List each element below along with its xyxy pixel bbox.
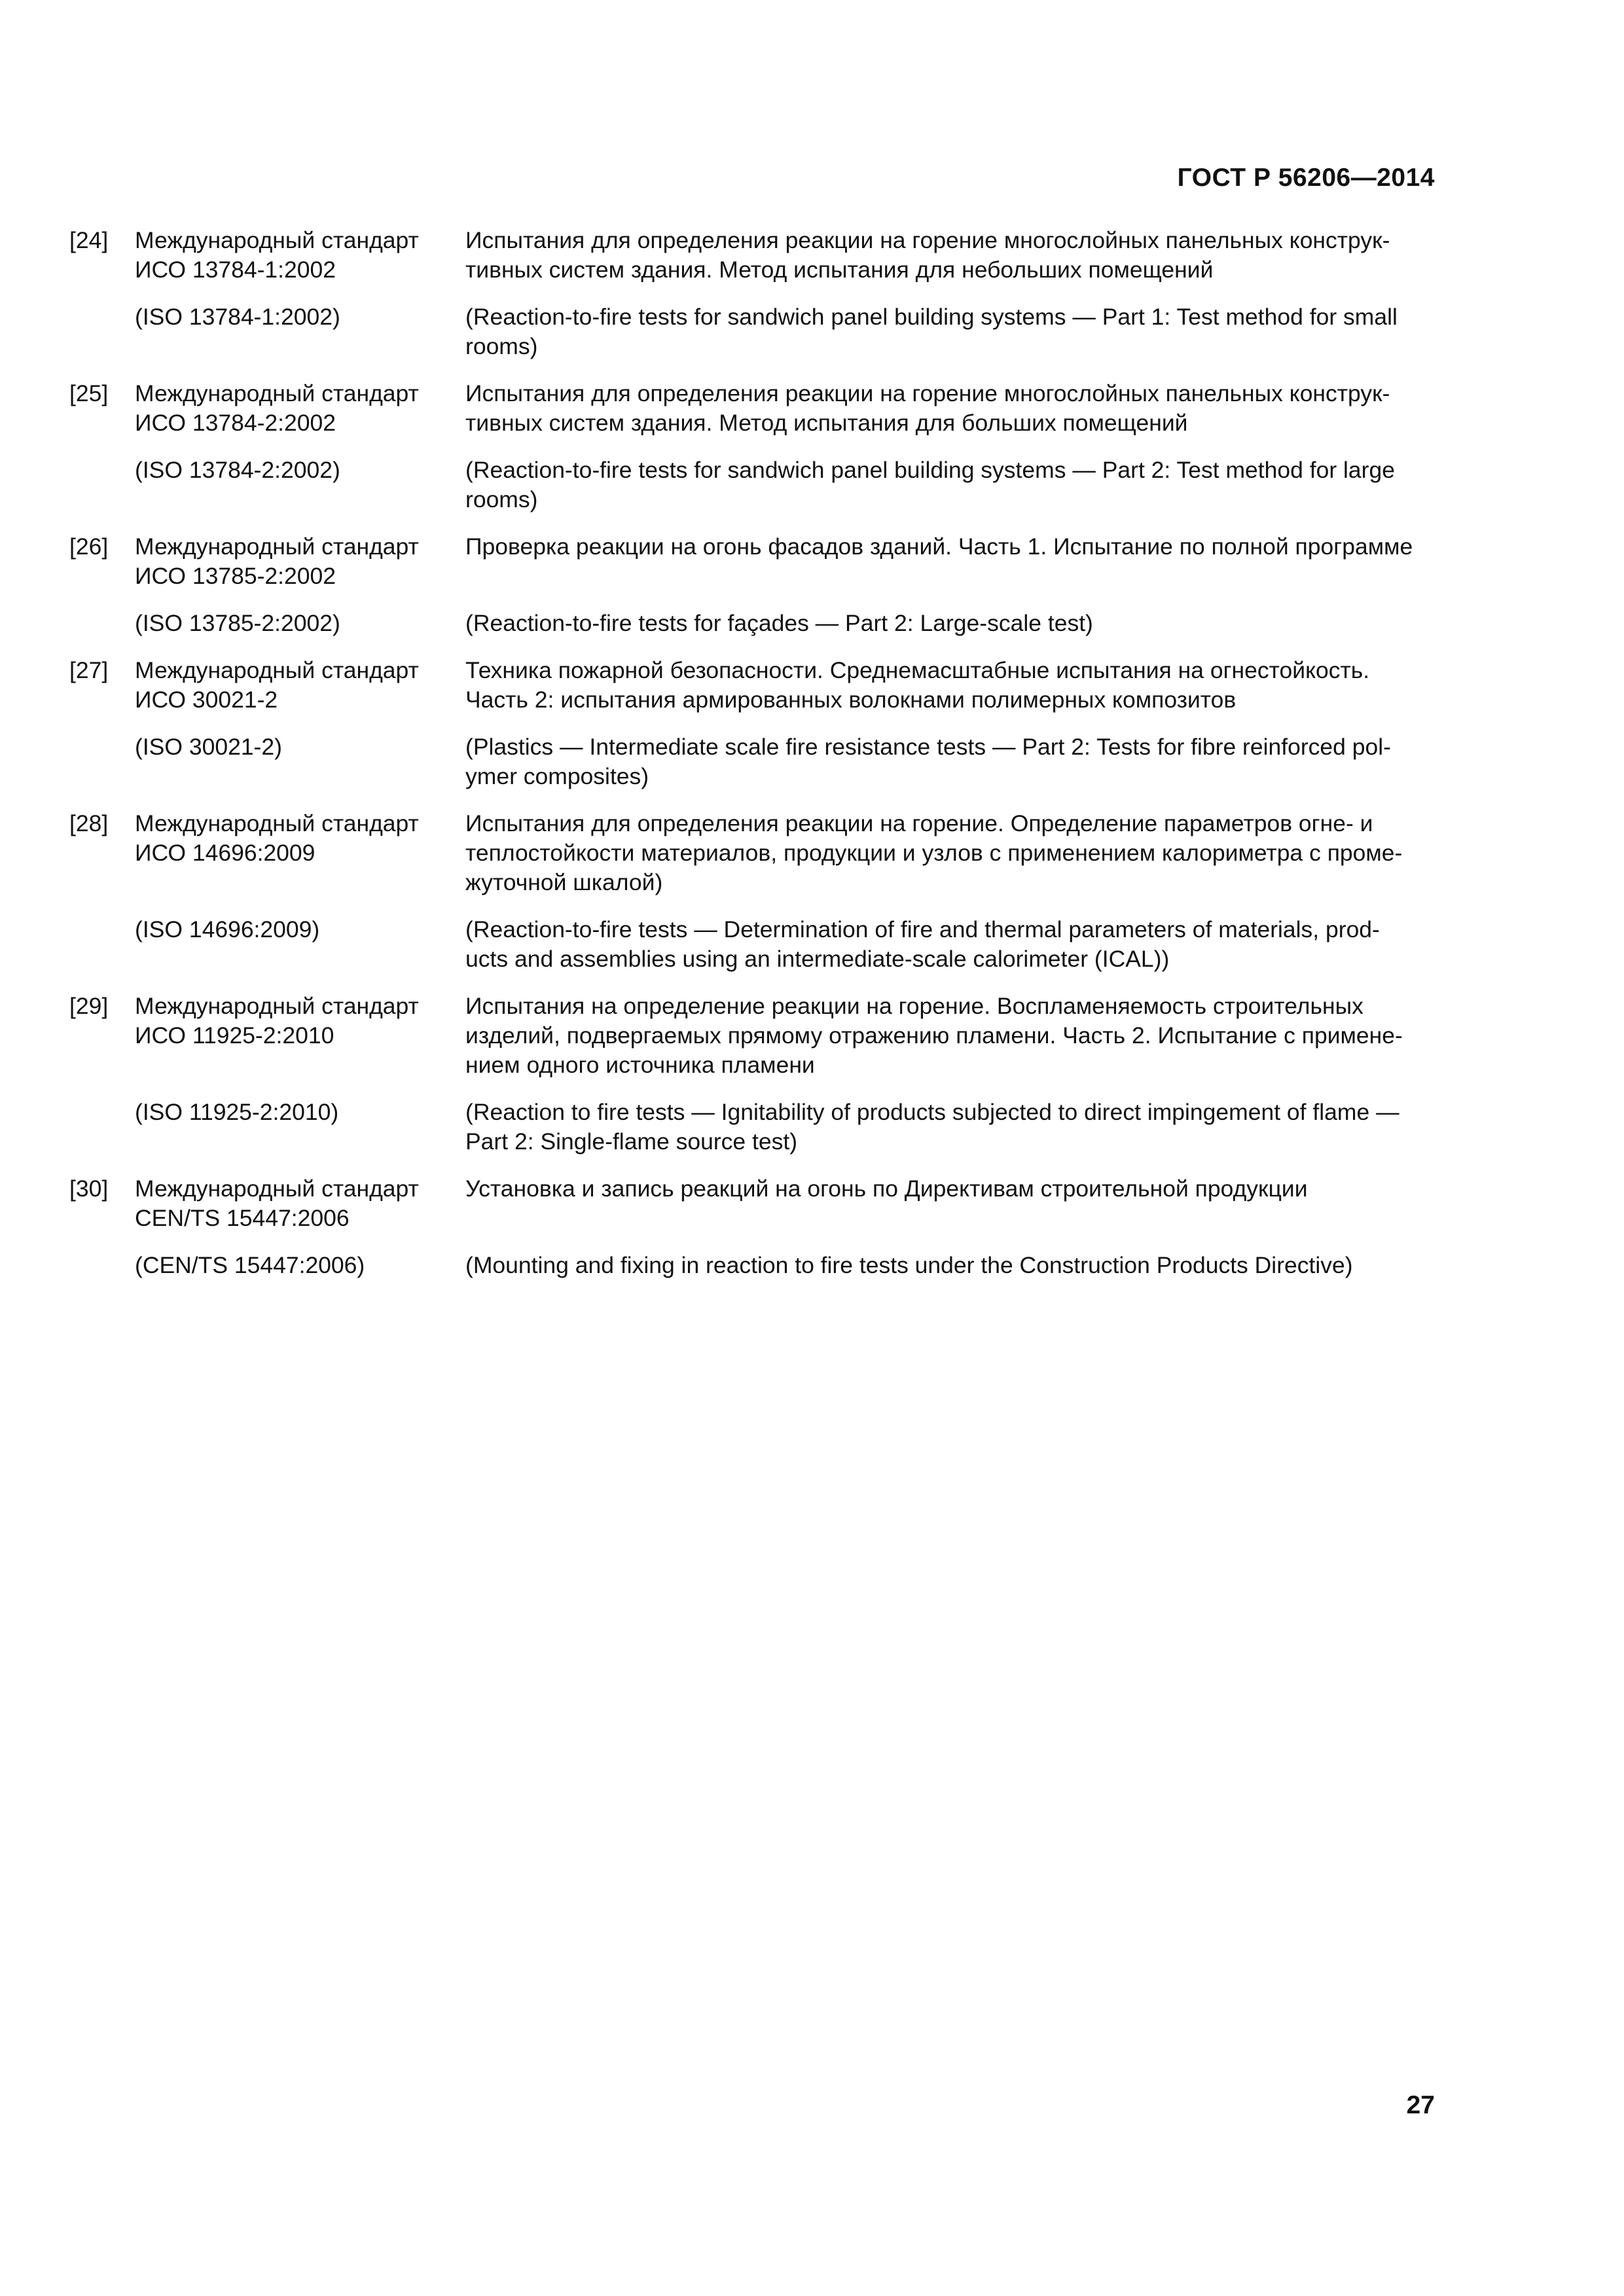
entry-row-en bbox=[69, 732, 1473, 791]
entry-number: [29] bbox=[69, 993, 109, 1019]
entry-row-ru bbox=[69, 1174, 1473, 1233]
standard-code: ИСО 30021-2 bbox=[135, 687, 278, 713]
standard-title-ru bbox=[465, 992, 1473, 1080]
standard-title-en bbox=[465, 915, 1473, 974]
entry-row-en bbox=[69, 1251, 1473, 1280]
standard-code: ИСО 11925-2:2010 bbox=[135, 1022, 334, 1049]
title-line: жуточной шкалой) bbox=[465, 869, 663, 895]
title-line: (Plastics — Intermediate scale fire resistance tests — Part 2: Tests for fibre reinforced pol- bbox=[465, 734, 1391, 760]
entry-row-en bbox=[69, 302, 1473, 361]
title-line: (Reaction-to-fire tests for sandwich panel building systems — Part 1: Test method for small bbox=[465, 304, 1398, 330]
standard-designation bbox=[135, 1174, 465, 1233]
title-line: Установка и запись реакций на огонь по Директивам строительной продукции bbox=[465, 1175, 1308, 1202]
standard-code: ИСО 14696:2009 bbox=[135, 840, 316, 866]
entry-number: [27] bbox=[69, 657, 109, 683]
title-line: тивных систем здания. Метод испытания для небольших помещений bbox=[465, 257, 1214, 283]
standard-title-en bbox=[465, 456, 1473, 514]
standard-title-ru bbox=[465, 656, 1473, 715]
entry-row-en bbox=[69, 1098, 1473, 1157]
standard-type: Международный стандарт bbox=[135, 227, 419, 253]
standard-title-en bbox=[465, 609, 1473, 638]
standard-title-en bbox=[465, 302, 1473, 361]
title-line: Часть 2: испытания армированных волокнами полимерных композитов bbox=[465, 687, 1236, 713]
bibliography-entry bbox=[69, 226, 1473, 361]
title-line: теплостойкости материалов, продукции и узлов с применением калориметра с проме- bbox=[465, 840, 1403, 866]
title-line: (Reaction-to-fire tests — Determination of fire and thermal parameters of materials, prod- bbox=[465, 916, 1380, 942]
document-header: ГОСТ Р 56206—2014 bbox=[1177, 164, 1435, 192]
standard-title-ru bbox=[465, 532, 1473, 562]
standard-designation bbox=[135, 809, 465, 868]
bibliography-list bbox=[69, 226, 1473, 1298]
title-line: нием одного источника пламени bbox=[465, 1052, 815, 1078]
bibliography-entry bbox=[69, 379, 1473, 514]
standard-title-ru bbox=[465, 809, 1473, 897]
standard-title-ru bbox=[465, 226, 1473, 285]
title-line: Техника пожарной безопасности. Среднемасштабные испытания на огнестойкость. bbox=[465, 657, 1370, 683]
title-line: Испытания на определение реакции на горение. Воспламеняемость строительных bbox=[465, 993, 1363, 1019]
title-line: Проверка реакции на огонь фасадов зданий. Часть 1. Испытание по полной программе bbox=[465, 533, 1413, 560]
title-line: тивных систем здания. Метод испытания для больших помещений bbox=[465, 410, 1188, 436]
standard-type: Международный стандарт bbox=[135, 810, 419, 836]
title-line: изделий, подвергаемых прямому отражению пламени. Часть 2. Испытание с примене- bbox=[465, 1022, 1403, 1049]
standard-designation bbox=[135, 379, 465, 438]
standard-type: Международный стандарт bbox=[135, 533, 419, 560]
title-line: (Mounting and fixing in reaction to fire tests under the Construction Products Directive) bbox=[465, 1252, 1353, 1278]
title-line: rooms) bbox=[465, 333, 538, 359]
standard-code: ИСО 13784-2:2002 bbox=[135, 410, 336, 436]
standard-designation-en: (ISO 11925-2:2010) bbox=[135, 1099, 339, 1125]
entry-row-ru bbox=[69, 379, 1473, 438]
title-line: Part 2: Single-flame source test) bbox=[465, 1128, 798, 1155]
entry-row-ru bbox=[69, 226, 1473, 285]
standard-designation-en: (ISO 14696:2009) bbox=[135, 916, 320, 942]
standard-title-en bbox=[465, 1098, 1473, 1157]
standard-designation-en: (ISO 13785-2:2002) bbox=[135, 610, 340, 636]
title-line: ymer composites) bbox=[465, 763, 649, 789]
standard-designation-en: (ISO 13784-2:2002) bbox=[135, 457, 340, 483]
standard-designation-en: (CEN/TS 15447:2006) bbox=[135, 1252, 365, 1278]
title-line: Испытания для определения реакции на горение многослойных панельных конструк- bbox=[465, 380, 1390, 406]
standard-type: Международный стандарт bbox=[135, 380, 419, 406]
standard-code: CEN/TS 15447:2006 bbox=[135, 1205, 350, 1231]
entry-number: [25] bbox=[69, 380, 109, 406]
standard-title-en bbox=[465, 732, 1473, 791]
title-line: ucts and assemblies using an intermediate-scale calorimeter (ICAL)) bbox=[465, 946, 1170, 972]
title-line: Испытания для определения реакции на горение. Определение параметров огне- и bbox=[465, 810, 1373, 836]
standard-designation bbox=[135, 992, 465, 1050]
entry-row-ru bbox=[69, 992, 1473, 1080]
standard-designation bbox=[135, 532, 465, 591]
standard-type: Международный стандарт bbox=[135, 657, 419, 683]
entry-row-ru bbox=[69, 532, 1473, 591]
entry-row-en bbox=[69, 456, 1473, 514]
entry-number: [30] bbox=[69, 1175, 109, 1202]
bibliography-entry bbox=[69, 992, 1473, 1157]
standard-designation bbox=[135, 656, 465, 715]
page-number: 27 bbox=[1406, 2091, 1435, 2119]
bibliography-entry bbox=[69, 656, 1473, 791]
bibliography-entry bbox=[69, 532, 1473, 638]
standard-type: Международный стандарт bbox=[135, 993, 419, 1019]
standard-code: ИСО 13784-1:2002 bbox=[135, 257, 336, 283]
standard-type: Международный стандарт bbox=[135, 1175, 419, 1202]
bibliography-entry bbox=[69, 1174, 1473, 1280]
entry-row-ru bbox=[69, 809, 1473, 897]
title-line: (Reaction to fire tests — Ignitability of products subjected to direct impingement of flame — bbox=[465, 1099, 1399, 1125]
title-line: rooms) bbox=[465, 486, 538, 512]
title-line: Испытания для определения реакции на горение многослойных панельных конструк- bbox=[465, 227, 1390, 253]
standard-designation-en: (ISO 30021-2) bbox=[135, 734, 282, 760]
entry-number: [28] bbox=[69, 810, 109, 836]
standard-title-en bbox=[465, 1251, 1473, 1280]
standard-designation bbox=[135, 226, 465, 285]
bibliography-entry bbox=[69, 809, 1473, 974]
entry-row-en bbox=[69, 609, 1473, 638]
standard-code: ИСО 13785-2:2002 bbox=[135, 563, 336, 589]
entry-row-en bbox=[69, 915, 1473, 974]
standard-designation-en: (ISO 13784-1:2002) bbox=[135, 304, 340, 330]
standard-title-ru bbox=[465, 379, 1473, 438]
entry-number: [26] bbox=[69, 533, 109, 560]
title-line: (Reaction-to-fire tests for sandwich panel building systems — Part 2: Test method for large bbox=[465, 457, 1395, 483]
title-line: (Reaction-to-fire tests for façades — Part 2: Large-scale test) bbox=[465, 610, 1093, 636]
standard-title-ru bbox=[465, 1174, 1473, 1204]
entry-row-ru bbox=[69, 656, 1473, 715]
entry-number: [24] bbox=[69, 227, 109, 253]
